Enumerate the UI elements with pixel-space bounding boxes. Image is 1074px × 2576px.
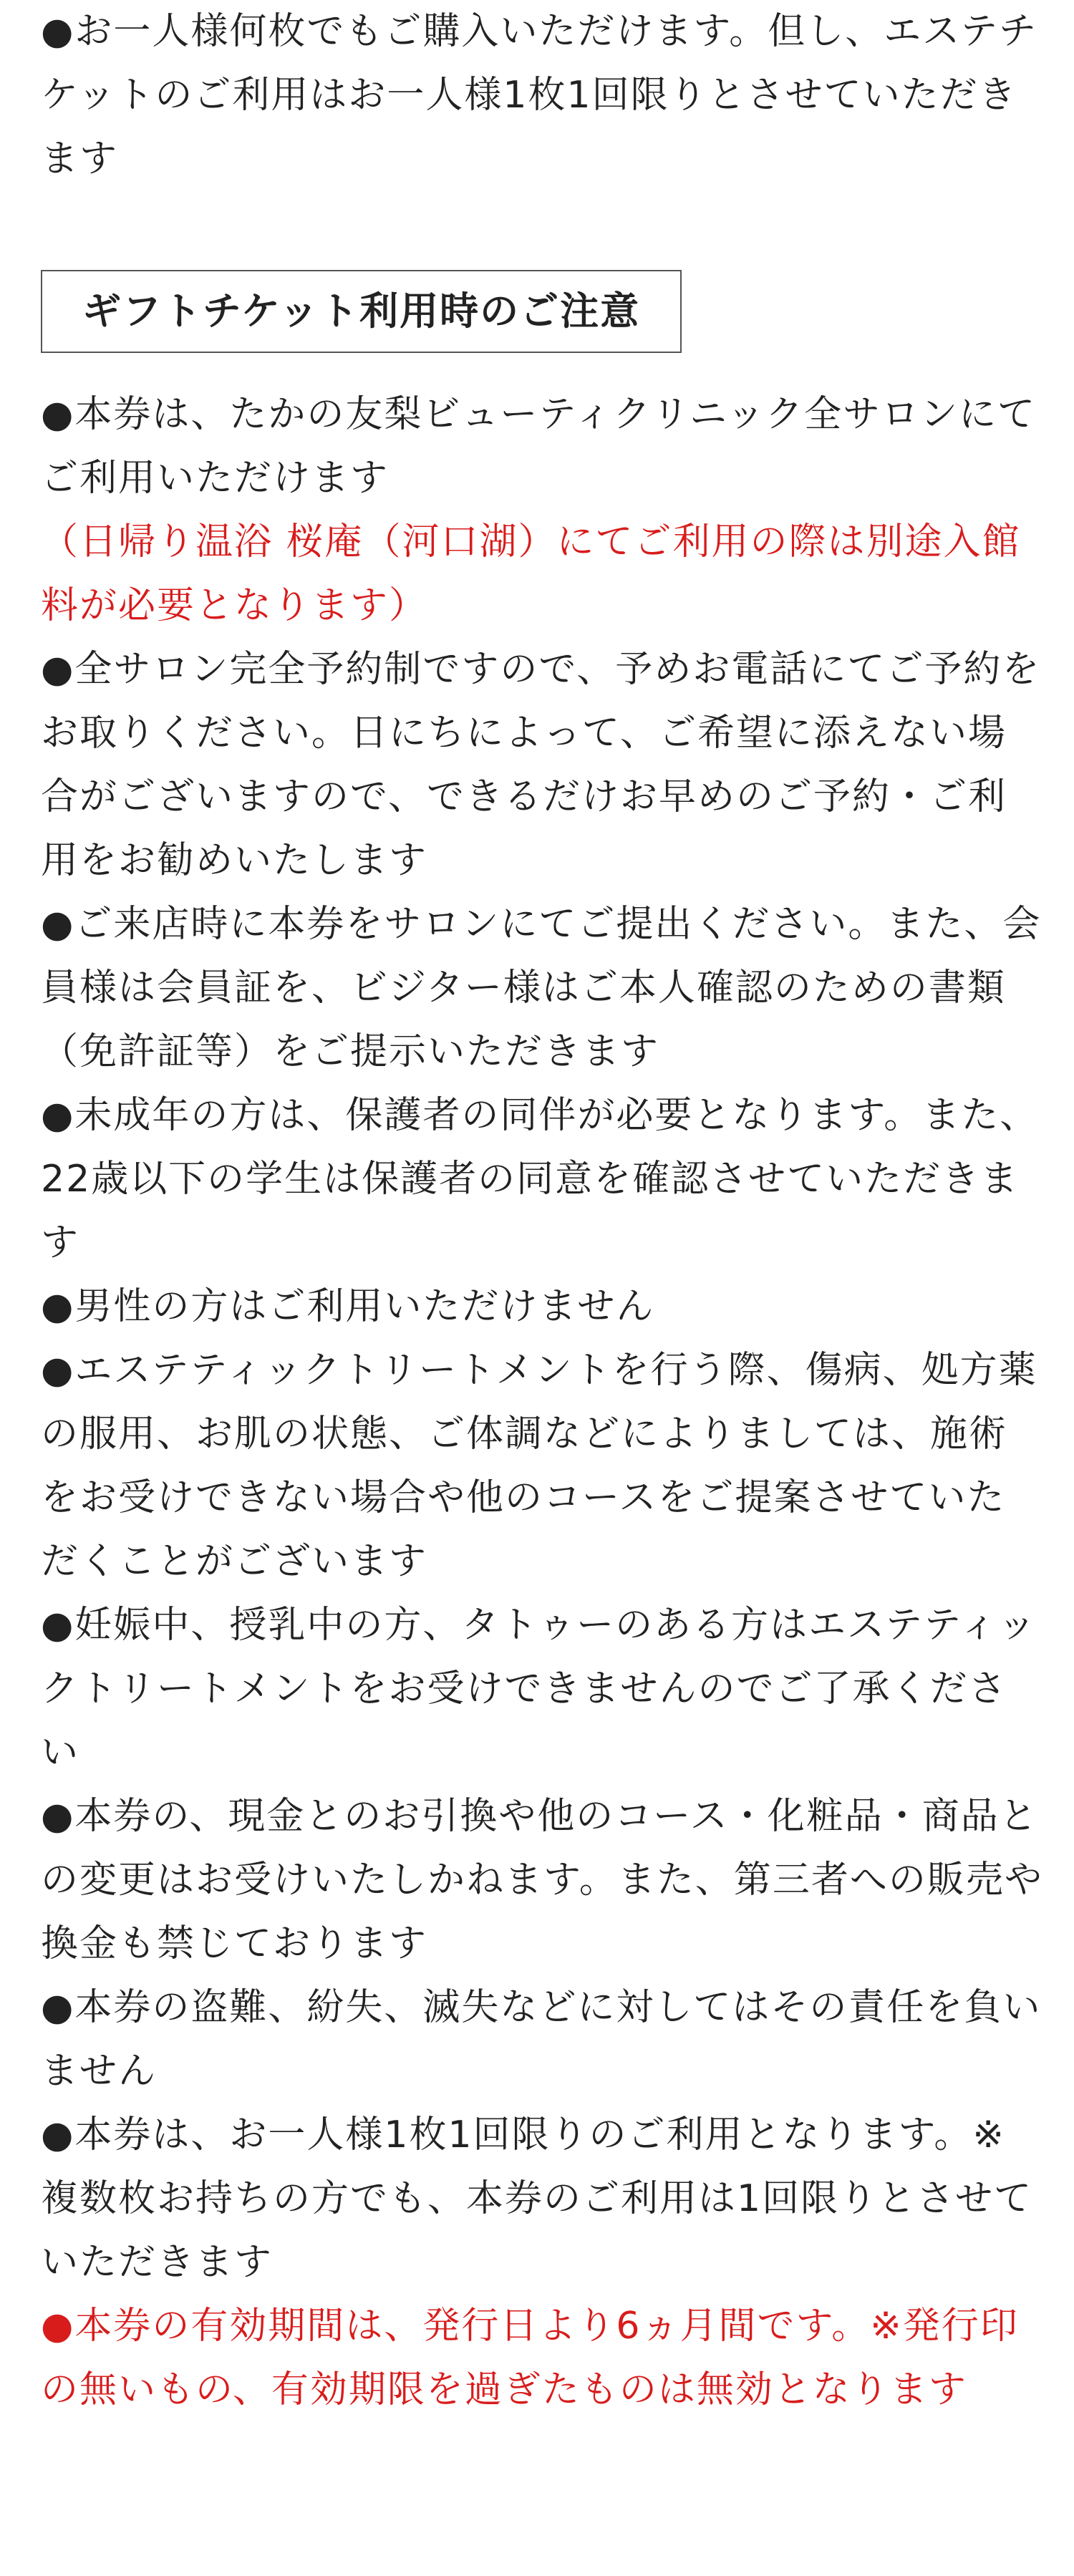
note-one-use: ●本券は、お一人様1枚1回限りのご利用となります。※複数枚お持ちの方でも、本券のご利用は1回限りとさせていただきます: [41, 2113, 1033, 2284]
note-reservation: ●全サロン完全予約制ですので、予めお電話にてご予約をお取りください。日にちによって、ご希望に添えない場合がございますので、できるだけお早めのご予約・ご利用をお勧めいたします: [41, 648, 1041, 882]
note-pregnancy: ●妊娠中、授乳中の方、タトゥーのある方はエステティックトリートメントをお受けできませんのでご了承ください: [41, 1604, 1037, 1774]
note-men: ●男性の方はご利用いただけません: [41, 1285, 655, 1328]
note-validity: ●本券の有効期間は、発行日より6ヵ月間です。※発行印の無いもの、有効期限を過ぎたものは無効となります: [41, 2305, 1019, 2411]
note-submit-ticket: ●ご来店時に本券をサロンにてご提出ください。また、会員様は会員証を、ビジター様はご本人確認のための書類（免許証等）をご提示いただきます: [41, 903, 1042, 1073]
note-theft-loss: ●本券の盗難、紛失、滅失などに対してはその責任を負いません: [41, 1986, 1042, 2093]
purchase-note: ●お一人様何枚でもご購入いただけます。但し、エステチケットのご利用はお一人様1枚1回限りとさせていただきます: [41, 10, 1038, 180]
notes-list: [41, 383, 1043, 2422]
note-health: ●エステティックトリートメントを行う際、傷病、処方薬の服用、お肌の状態、ご体調などによりましては、施術をお受けできない場合や他のコースをご提案させていただくことがございます: [41, 1349, 1037, 1583]
note-minors: ●未成年の方は、保護者の同伴が必要となります。また、22歳以下の学生は保護者の同意を確認させていただきます: [41, 1094, 1039, 1264]
notice-page: [41, 0, 1043, 2422]
note-no-exchange: ●本券の、現金とのお引換や他のコース・化粧品・商品との変更はお受けいたしかねます。また、第三者への販売や換金も禁じております: [41, 1795, 1043, 1965]
note-salons: ●本券は、たかの友梨ビューティクリニック全サロンにてご利用いただけます: [41, 393, 1037, 500]
note-onsen-fee: （日帰り温浴 桜庵（河口湖）にてご利用の際は別途入館料が必要となります）: [41, 520, 1021, 627]
section-heading: ギフトチケット利用時のご注意: [41, 270, 682, 353]
